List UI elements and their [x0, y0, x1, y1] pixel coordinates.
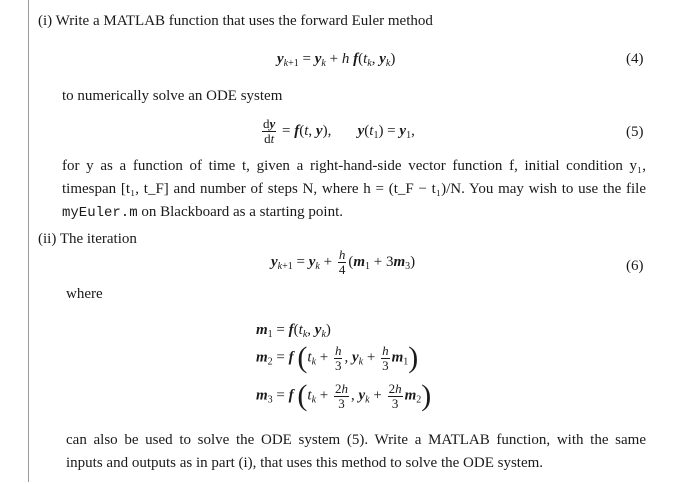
- file-name: myEuler.m: [62, 205, 138, 221]
- part-i-heading: [38, 11, 433, 31]
- part-ii-intro: The iteration: [59, 231, 137, 247]
- equation-4: $y_{k+1} = y_k + h$ $f(t_k$, $y_k$): [277, 51, 396, 69]
- equation-6: $y_{k+1} = y_k$ + $\frac{h}{4}$ $(m_1 + 3m_3)$: [271, 247, 416, 277]
- solve-text: to numerically solve an ODE system: [62, 88, 283, 104]
- equation-m3: $m_3 = f$ ($t_k$ + $\frac{2h}{3}$ , $y_k$ + $\frac{2h}{3}$ $m_2$): [256, 379, 432, 412]
- paragraph-line-1: for y as a function of time t, given a right-hand-side vector function f, initial condition y₁,: [62, 158, 646, 174]
- equation-6-number: (6): [626, 258, 644, 274]
- closing-line-2: inputs and outputs as in part (i), that uses this method to solve the ODE system.: [66, 455, 544, 471]
- equation-5-number: (5): [626, 124, 644, 140]
- equation-m2: $m_2 = f$ ($t_k$ + $\frac{h}{3}$ , $y_k$ + $\frac{h}{3}$ $m_1$): [256, 341, 419, 374]
- equation-m1: $m_1 = f(t_k$, $y_k$): [256, 322, 331, 340]
- closing-line-1: can also be used to solve the ODE system (5). Write a MATLAB function, with the same: [66, 432, 646, 448]
- equation-4-number: (4): [626, 51, 644, 67]
- part-ii-heading: [38, 229, 137, 249]
- equation-5: $\frac{dy}{dt}$ = f(t, y), $y(t_1) = y_1$,: [263, 116, 415, 146]
- part-i-intro: Write a MATLAB function that uses the forward Euler method: [55, 13, 433, 29]
- part-ii-label: (ii): [38, 231, 57, 247]
- paragraph-line-3: [62, 202, 343, 223]
- where-label: where: [66, 286, 103, 302]
- part-i-label: (i): [38, 13, 53, 29]
- paragraph-line-2: timespan [t₁, t_F] and number of steps N, where h = (t_F − t₁)/N. You may wish to use the file: [62, 181, 646, 197]
- paragraph-line-3-rest: on Blackboard as a starting point.: [141, 204, 343, 220]
